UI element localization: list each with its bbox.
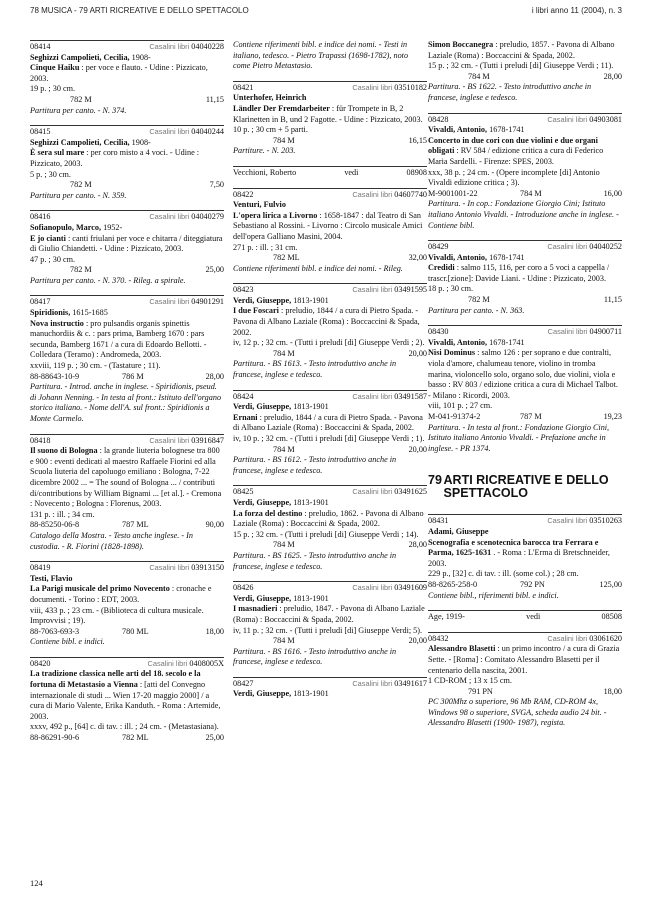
entry-rule	[30, 125, 224, 126]
catalog-entry	[428, 632, 622, 729]
catalog-entry	[30, 295, 224, 424]
entry-isbn	[30, 180, 70, 191]
entry-desc: : preludio, 1857. - Pavona di Albano Laziale (Roma) : Boccaccini & Spada, 2002.	[428, 40, 615, 60]
entry-title: La forza del destino	[233, 508, 303, 518]
catalog-entry	[428, 514, 622, 601]
entry-phys: iv, 10 p. ; 32 cm. - (Tutti i preludi [di] Giuseppe Verdi ; 1).	[233, 434, 425, 443]
entry-isbn	[233, 540, 273, 551]
entry-format: 784 M	[273, 348, 295, 358]
entry-id-line	[233, 285, 427, 296]
entry-number: 08425	[233, 487, 254, 497]
entry-price: 18,00	[603, 686, 622, 696]
entry-phys: viii, 433 p. ; 23 cm. - (Biblioteca di cultura musicale. Improvvisi ; 19).	[30, 605, 204, 626]
entry-title: Ländler Der Fremdarbeiter	[233, 103, 330, 113]
entry-rule	[233, 485, 427, 486]
entry-code: Casalini libri 03491609	[352, 583, 427, 593]
entry-id-line	[233, 190, 427, 201]
entry-price: 19,23	[603, 412, 622, 421]
entry-isbn	[30, 95, 70, 106]
entry-title: Nisi Dominus	[428, 348, 476, 358]
entry-title: Credidi	[428, 263, 455, 273]
entry-note: Partitura. - BS 1625. - Testo introduttivo anche in francese, inglese e tedesco.	[233, 550, 397, 571]
entry-rule	[428, 113, 622, 114]
entry-dates: 1678-1741	[489, 252, 525, 262]
entry-author: Venturi, Fulvio	[233, 200, 286, 210]
entry-body: Credidi : salmo 115, 116, per coro a 5 voci a cappella / trascr.[zione]: Davide Liani. - Udine : Pizzicato, 2003.	[428, 263, 610, 283]
entry-code: Casalini libri 04040252	[547, 242, 622, 252]
catalog-entry	[233, 485, 427, 572]
catalog-entry	[428, 325, 622, 454]
entry-body: Nisi Dominus : salmo 126 : per soprano e due contralti, viola d'amore, chalumeau tenore, violino in tromba marina, violoncello solo, organo solo, due violini, viola e basso : RV 803 / edizione critica a cura di Michael Talbot. - Milano : Ricordi, 2003.	[428, 348, 618, 400]
entry-title: Alessandro Blasetti	[428, 644, 496, 654]
entry-price-line	[233, 253, 427, 264]
catalog-entry	[30, 210, 224, 286]
entry-body: Scenografia e scenotecnica barocca tra Ferrara e Parma, 1625-1631 . - Roma : L'Erma di Bretschneider, 2003.	[428, 537, 610, 568]
entry-title: Simon Boccanegra	[428, 40, 494, 49]
entry-number: 08420	[30, 658, 51, 668]
catalog-entry	[233, 677, 427, 700]
entry-format: 792 PN	[520, 579, 545, 589]
entry-code: Casalini libri 03491625	[352, 487, 427, 497]
entry-note: Partitura per canto. - N. 359.	[30, 190, 127, 200]
entry-author: Vivaldi, Antonio, 1678-1741	[428, 337, 525, 347]
xref-name: Age, 1919-	[428, 612, 465, 622]
entry-number: 08431	[428, 516, 449, 526]
entry-id-line	[30, 563, 224, 574]
entry-code: Casalini libri 03913150	[149, 563, 224, 573]
entry-format: 782 M	[70, 94, 92, 104]
entry-note: Partitura. - Introd. anche in inglese. - Spiridionis, pseud. di Johann Nenning. - In testa al front.: Istituto dell'organo storico italiano. - Nome dell'A. sul front.: Spiridionis a Monte Carmelo.	[30, 382, 222, 423]
entry-title: È sera sul mare	[30, 148, 85, 158]
entry-rule	[30, 295, 224, 296]
catalog-entry	[428, 113, 622, 232]
entry-format: 782 M	[70, 180, 92, 190]
entry-id-line	[30, 436, 224, 447]
entry-note: Partitura. - In cop.: Fondazione Giorgio Cini; Istituto italiano Antonio Vivaldi. - Introduzione anche in inglese. - Contiene bibl.	[428, 199, 619, 230]
entry-isbn	[233, 636, 273, 647]
entry-isbn	[233, 253, 273, 264]
entry-phys: 1 CD-ROM ; 13 x 15 cm.	[428, 676, 512, 686]
entry-number: 08423	[233, 285, 254, 295]
entry-price-line: 784 M 28,00	[468, 71, 622, 81]
catalog-entry	[233, 188, 427, 275]
catalog-entry	[30, 657, 224, 744]
entry-id-line	[233, 679, 427, 690]
entry-rule	[30, 434, 224, 435]
entry-code: Casalini libri 04607740	[352, 189, 427, 199]
entry-dates: 1615-1685	[72, 308, 108, 318]
entry-note: Partitura per canto. - N. 370. - Rileg. a spirale.	[30, 275, 186, 285]
entry-phys: xxx, 38 p. ; 24 cm. - (Opere incomplete [di] Antonio Vivaldi edizione critica ; 3).	[428, 167, 600, 188]
page-number: 124	[30, 878, 43, 888]
entry-code: Casalini libri 03061620	[547, 633, 622, 643]
entry-phys: 229 p., [32] c. di tav. : ill. (some col.) ; 28 cm.	[428, 569, 579, 579]
entry-code: Casalini libri 04903081	[547, 114, 622, 124]
column-3	[428, 40, 622, 738]
entry-phys: 15 p. ; 32 cm. - (Tutti i preludi [di] Giuseppe Verdi ; 14).	[233, 529, 419, 539]
entry-note: Contiene riferimenti bibl. e indice dei nomi. - Rileg.	[233, 263, 403, 273]
entry-price-line	[30, 95, 224, 106]
entry-rule	[428, 240, 622, 241]
entry-number: 08414	[30, 42, 51, 51]
entry-phys: viii, 101 p. ; 27 cm.	[428, 401, 493, 411]
entry-code: Casalini libri 03491617	[352, 678, 427, 688]
entry-code: Casalini libri 03491595	[352, 285, 427, 295]
xref-target: 08508	[601, 612, 622, 622]
entry-id-line	[233, 83, 427, 94]
entry-author: Adami, Giuseppe	[428, 526, 489, 536]
column-1	[30, 40, 224, 753]
section-heading: 79 ARTI RICREATIVE E DELLO SPETTACOLO	[428, 473, 609, 501]
entry-format: 782 M	[70, 265, 92, 275]
entry-phys: 18 p. ; 30 cm.	[428, 284, 474, 294]
entry-price: 18,00	[205, 626, 224, 636]
entry-body: Ländler Der Fremdarbeiter : für Trompete in B, 2 Klarinetten in B, und 2 Fagotte. - Udine : Pizzicato, 2003.	[233, 103, 423, 124]
entry-rule	[233, 581, 427, 582]
entry-format: 787 M	[520, 412, 542, 421]
entry-title: Concerto in due cori con due violini e due organi obligati	[428, 135, 598, 156]
entry-title: Scenografia e scenotecnica barocca tra Ferrara e Parma, 1625-1631	[428, 537, 599, 558]
entry-price: 25,00	[205, 733, 224, 743]
entry-dates: 1908-	[131, 52, 151, 62]
xref-word: vedi	[526, 612, 541, 622]
entry-price: 32,00	[408, 253, 427, 263]
entry-price-line	[233, 136, 427, 147]
entry-id-line	[428, 242, 622, 253]
entry-number: 08416	[30, 212, 51, 222]
entry-format: 787 ML	[122, 520, 149, 530]
entry-note: Partiture. - N. 203.	[233, 146, 296, 156]
entry-isbn	[30, 265, 70, 276]
entry-author: Vivaldi, Antonio, 1678-1741	[428, 252, 525, 262]
entry-price-line	[233, 636, 427, 647]
entry-format: 784 M	[520, 188, 542, 198]
entry-isbn: 88-85250-06-8	[30, 520, 80, 530]
entry-id-line	[30, 42, 224, 53]
entry-id-line	[30, 212, 224, 223]
header-section-title: 78 MUSICA - 79 ARTI RICREATIVE E DELLO SPETTACOLO	[30, 6, 249, 15]
entry-dates: 1678-1741	[489, 337, 525, 347]
entry-code: Casalini libri 03510263	[547, 516, 622, 526]
entry-author: Unterhofer, Heinrich	[233, 93, 307, 103]
entry-author: Seghizzi Campolieti, Cecilia, 1908-	[30, 52, 151, 62]
catalog-entry	[30, 125, 224, 201]
entry-phys: 15 p. ; 32 cm. - (Tutti i preludi [di] Giuseppe Verdi ; 11).	[428, 61, 614, 71]
entry-code: Casalini libri 0408005X	[147, 658, 224, 668]
entry-body: Ernani : preludio, 1844 / a cura di Pietro Spada. - Pavona di Albano Laziale (Roma) : Boccaccini & Spada, 2002.	[233, 412, 423, 433]
entry-price-line	[30, 372, 224, 383]
entry-note: Partitura. - BS 1613. - Testo introduttivo anche in francese, inglese e tedesco.	[233, 359, 397, 380]
entry-code: Casalini libri 03510182	[352, 82, 427, 92]
entry-rule	[233, 677, 427, 678]
entry-rule	[233, 188, 427, 189]
entry-number: 08422	[233, 189, 254, 199]
entry-phys: 47 p. ; 30 cm.	[30, 254, 76, 264]
entry-title: Il suono di Bologna	[30, 446, 98, 456]
entry-body: E jo cianti : canti friulani per voce e chitarra / diteggiatura di Giulio Chiandetti. - Udine : Pizzicato, 2003.	[30, 233, 223, 254]
entry-rule	[233, 81, 427, 82]
entry-title: L'opera lirica a Livorno	[233, 210, 318, 220]
entry-title: Nova instructio	[30, 318, 84, 328]
entry-format: 780 ML	[122, 626, 149, 636]
catalog-entry	[233, 81, 427, 157]
entry-price: 16,15	[408, 135, 427, 145]
entry-number: 08417	[30, 297, 51, 307]
entry-phys: 131 p. : ill. ; 34 cm.	[30, 509, 95, 519]
entry-code: Casalini libri 03916847	[149, 435, 224, 445]
entry-price-line	[233, 540, 427, 551]
running-header	[30, 6, 622, 18]
entry-price: 125,00	[599, 579, 622, 589]
entry-format: 791 PN	[468, 686, 493, 696]
entry-note: Partitura. - BS 1616. - Testo introduttivo anche in francese, inglese e tedesco.	[233, 646, 397, 667]
entry-isbn: M-041-91374-2	[428, 412, 481, 421]
entry-dates: 1678-1741	[489, 125, 525, 135]
entry-id-line	[428, 634, 622, 645]
entry-phys: 10 p. ; 30 cm + 5 parti.	[233, 125, 308, 135]
entry-format: 782 ML	[273, 253, 300, 263]
entry-author: Verdi, Giuseppe, 1813-1901	[233, 593, 329, 603]
entry-id-line	[428, 516, 622, 527]
entry-isbn: 88-86291-90-6	[30, 733, 80, 743]
entry-number: 08429	[428, 242, 449, 252]
entry-id-line	[30, 297, 224, 308]
entry-rule	[30, 561, 224, 562]
entry-body: Il suono di Bologna : la grande liuteria bolognese tra 800 e 900 : eventi dedicati al maestro Raffaele Fiorini ed alla Scuola liuteria del capoluogo emiliano : Bologna, 7-22 dicembre 2002 ... = The sound of Bologna ... / contributi di/contributions by William Bignami ... [et al.]. - Cremona : Novecento ; Bologna : Florenus, 2003.	[30, 446, 222, 509]
entry-dates: 1952-	[103, 222, 123, 232]
entry-dates: 1908-	[131, 137, 151, 147]
entry-price-line	[30, 265, 224, 276]
entry-id-line	[428, 327, 622, 338]
entry-isbn: 88-88643-10-9	[30, 371, 80, 381]
entry-format: 784 M	[273, 135, 295, 145]
entry-format: 784 M	[273, 636, 295, 646]
entry-body: La tradizione classica nelle arti del 18. secolo e la fortuna di Metastasio a Vienna : [atti del Convegno internazionale di studi ... Wien 17-20 maggio 2000] / a cura di Mario Valente, Erika Kanduth. - Roma : Artemide, 2003.	[30, 669, 221, 721]
entry-author: Verdi, Giuseppe, 1813-1901	[233, 497, 329, 507]
entry-code: Casalini libri 04901291	[149, 297, 224, 307]
entry-note: Partitura. - BS 1622. - Testo introduttivo anche in francese, inglese e tedesco.	[428, 82, 592, 102]
entry-author: Sofianopulo, Marco, 1952-	[30, 222, 123, 232]
entry-body: Cinque Haiku : per voce e flauto. - Udine : Pizzicato, 2003.	[30, 63, 208, 83]
entry-rule	[233, 390, 427, 391]
entry-note: Partitura per canto. - N. 374.	[30, 105, 127, 115]
entry-author: Verdi, Giuseppe, 1813-1901	[233, 689, 329, 699]
entry-price: 20,00	[408, 636, 427, 646]
catalog-entry	[30, 561, 224, 648]
entry-author: Vivaldi, Antonio, 1678-1741	[428, 125, 525, 135]
entry-number: 08415	[30, 127, 51, 137]
entry-body: È sera sul mare : per coro misto a 4 voci. - Udine : Pizzicato, 2003.	[30, 148, 200, 168]
entry-dates: 1813-1901	[293, 593, 329, 603]
entry-price: 7,50	[209, 180, 224, 190]
entry-note: Catalogo della Mostra. - Testo anche inglese. - In custodia. - R. Fiorini (1828-1898).	[30, 530, 193, 551]
entry-rule	[428, 325, 622, 326]
entry-note: Partitura. - BS 1612. - Testo introduttivo anche in francese, inglese e tedesco.	[233, 455, 397, 475]
xref-name: Vecchioni, Roberto	[233, 167, 297, 177]
entry-rule	[30, 40, 224, 41]
entry-note: Contiene bibl., riferimenti bibl. e indici.	[428, 590, 559, 600]
entry-rule	[30, 657, 224, 658]
entry-price-line	[30, 520, 224, 531]
entry-number: 08426	[233, 583, 254, 593]
entry-price-line	[233, 349, 427, 360]
catalog-entry	[30, 40, 224, 116]
entry-number: 08428	[428, 114, 449, 124]
entry-body: La Parigi musicale del primo Novecento : cronache e documenti. - Torino : EDT, 2003.	[30, 584, 212, 604]
entry-body: La forza del destino : preludio, 1862. - Pavona di Albano Laziale (Roma) : Boccaccini & Spada, 2002.	[233, 508, 424, 529]
entry-isbn	[428, 687, 468, 698]
continued-entry	[428, 40, 622, 104]
entry-dates: 1813-1901	[293, 402, 329, 412]
catalog-entry	[233, 283, 427, 380]
entry-price-line	[428, 412, 622, 423]
entry-price: 11,15	[205, 94, 224, 104]
entry-note: Contiene bibl. e indici.	[30, 637, 105, 647]
entry-title: I due Foscari	[233, 306, 279, 316]
entry-format: 784 M	[273, 444, 295, 454]
entry-dates: 1813-1901	[293, 295, 329, 305]
entry-author: Spiridionis, 1615-1685	[30, 308, 108, 318]
entry-code: Casalini libri 03491587	[352, 391, 427, 401]
entry-body: Alessandro Blasetti : un primo incontro / a cura di Grazia Sette. - [Roma] : Comitato Alessandro Blasetti per il centenario della nascita, 2001.	[428, 644, 620, 675]
entry-price: 20,00	[408, 348, 427, 358]
entry-title: La Parigi musicale del primo Novecento	[30, 584, 170, 594]
entry-price: 11,15	[603, 295, 622, 305]
entry-isbn: M-9001001-22	[428, 188, 478, 198]
entry-dates: 1813-1901	[293, 497, 329, 507]
entry-id-line	[233, 487, 427, 498]
cross-reference	[428, 610, 622, 623]
entry-number: 08432	[428, 633, 449, 643]
entry-body: I masnadieri : preludio, 1847. - Pavona di Albano Laziale (Roma) : Boccaccini & Spada, 2002.	[233, 604, 425, 624]
column-2	[233, 40, 427, 709]
entry-id-line	[233, 392, 427, 403]
entry-format: 782 ML	[122, 733, 149, 743]
entry-phys: 271 p. : ill. ; 31 cm.	[233, 242, 298, 252]
entry-author: Verdi, Giuseppe, 1813-1901	[233, 402, 329, 412]
entry-number: 08421	[233, 82, 254, 92]
entry-price-line	[428, 189, 622, 200]
entry-id-line	[30, 659, 224, 670]
entry-price: 28,00	[205, 371, 224, 381]
entry-price: 25,00	[205, 265, 224, 275]
entry-body: L'opera lirica a Livorno : 1658-1847 : dal Teatro di San Sebastiano al Rossini. - Livorno : Circolo musicale Amici dell'opera Galliano Masini, 2004.	[233, 210, 423, 241]
entry-rule	[428, 632, 622, 633]
entry-price-line	[30, 180, 224, 191]
entry-title: I masnadieri	[233, 604, 278, 614]
entry-note: PC 300Mhz o superiore, 96 Mb RAM, CD-ROM 4x, Windows 98 o superiore, SVGA, scheda audio 24 bit. - Alessandro Blasetti (1900- 1987), regista.	[428, 697, 607, 728]
entry-price: 16,00	[603, 188, 622, 198]
entry-format: 784 M	[273, 540, 295, 550]
entry-phys: iv, 12 p. ; 32 cm. - (Tutti i preludi [di] Giuseppe Verdi ; 2).	[233, 338, 425, 348]
xref-word: vedi	[344, 167, 359, 177]
entry-price: 90,00	[205, 520, 224, 530]
entry-isbn	[233, 349, 273, 360]
catalog-entry	[30, 434, 224, 553]
entry-price: 28,00	[408, 540, 427, 550]
catalog-entry	[233, 581, 427, 668]
entry-phys: iv, 11 p. ; 32 cm. - (Tutti i preludi [di] Giuseppe Verdi; 5).	[233, 625, 423, 635]
entry-phys: 19 p. ; 30 cm.	[30, 84, 76, 94]
catalog-entry	[428, 240, 622, 316]
entry-id-line	[30, 127, 224, 138]
entry-price-line	[30, 627, 224, 638]
entry-rule	[30, 210, 224, 211]
entry-id-line	[233, 583, 427, 594]
entry-number: 08427	[233, 678, 254, 688]
catalog-entry	[233, 390, 427, 477]
entry-title: La tradizione classica nelle arti del 18. secolo e la fortuna di Metastasio a Vienna	[30, 669, 201, 690]
entry-title: Cinque Haiku	[30, 63, 80, 73]
entry-id-line	[428, 115, 622, 126]
entry-code: Casalini libri 04040279	[149, 212, 224, 222]
entry-isbn: 88-8265-258-0	[428, 579, 478, 589]
entry-phys: 5 p. ; 30 cm.	[30, 169, 71, 179]
entry-body: Nova instructio : pro pulsandis organis spinettis manuchordiis & c. : pars prima, Bamberg 1670 : pars secunda, Bamberg 1671 / a cura di Edoardo Bellotti. - Colledara (Teramo) : Andromeda, 2003.	[30, 318, 207, 360]
header-issue: i libri anno 11 (2004), n. 3	[531, 6, 622, 15]
entry-price-line	[428, 580, 622, 591]
entry-isbn: 88-7063-693-3	[30, 626, 80, 636]
entry-price: 20,00	[408, 444, 427, 454]
xref-target: 08908	[406, 167, 427, 177]
entry-note: Partitura. - In testa al front.: Fondazione Giorgio Cini, Istituto italiano Antonio Vivaldi. - Prefazione anche in inglese. - PR 1374.	[428, 422, 610, 453]
entry-format: 786 M	[122, 371, 144, 381]
cross-reference	[233, 166, 427, 179]
entry-number: 08430	[428, 327, 449, 337]
entry-number: 08419	[30, 563, 51, 573]
entry-code: Casalini libri 04040228	[149, 42, 224, 51]
continued-note: Contiene riferimenti bibl. e indice dei nomi. - Testi in italiano, tedesco. - Pietro Trapassi (1698-1782), noto come Pietro Metastasio.	[233, 40, 409, 71]
entry-number: 08418	[30, 435, 51, 445]
entry-body: Concerto in due cori con due violini e due organi obligati : RV 584 / edizione critica a cura di Federico Maria Sardelli. - Firenze: SPES, 2003.	[428, 135, 604, 166]
entry-format: 782 M	[468, 295, 490, 305]
entry-price-line	[428, 687, 622, 698]
entry-price-line	[428, 295, 622, 306]
entry-note: Partitura per canto. - N. 363.	[428, 305, 525, 315]
entry-body: I due Foscari : preludio, 1844 / a cura di Pietro Spada. - Pavona di Albano Laziale (Roma) : Boccaccini & Spada, 2002.	[233, 306, 420, 337]
entry-rule	[233, 283, 427, 284]
entry-code: Casalini libri 04040244	[149, 127, 224, 137]
entry-rule	[428, 514, 622, 515]
entry-price-line	[30, 733, 224, 744]
entry-price-line	[233, 445, 427, 456]
entry-isbn	[233, 136, 273, 147]
entry-phys: xxviii, 119 p. ; 30 cm. - (Tastature ; 11).	[30, 361, 161, 371]
entry-isbn	[233, 445, 273, 456]
entry-title: E jo cianti	[30, 233, 66, 243]
entry-author: Verdi, Giuseppe, 1813-1901	[233, 295, 329, 305]
entry-isbn	[428, 295, 468, 306]
entry-title: Ernani	[233, 412, 258, 422]
entry-dates: 1813-1901	[293, 689, 329, 699]
entry-number: 08424	[233, 391, 254, 401]
entry-author: Testi, Flavio	[30, 573, 73, 583]
entry-phys: xxxv, 492 p., [64] c. di tav. : ill. ; 24 cm. - (Metastasiana).	[30, 722, 219, 732]
entry-code: Casalini libri 04900711	[547, 327, 622, 337]
entry-author: Seghizzi Campolieti, Cecilia, 1908-	[30, 137, 151, 147]
